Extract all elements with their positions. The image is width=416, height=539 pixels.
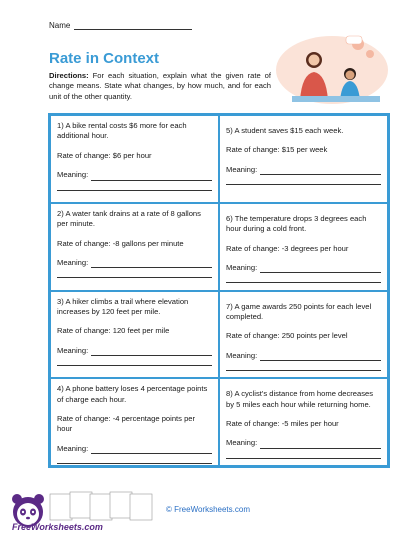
meaning-label: Meaning: xyxy=(57,443,89,453)
meaning-row xyxy=(226,165,381,175)
meaning-line[interactable] xyxy=(260,166,381,175)
problem-rate: Rate of change: -3 degrees per hour xyxy=(226,243,349,253)
name-line[interactable] xyxy=(74,21,192,30)
meaning-line[interactable] xyxy=(91,347,212,356)
problem-4 xyxy=(50,378,219,466)
directions-label: Directions: xyxy=(49,71,89,80)
page-title: Rate in Context xyxy=(49,50,160,67)
problem-rate: Rate of change: $6 per hour xyxy=(57,150,152,160)
meaning-row xyxy=(57,258,212,268)
problem-rate: Rate of change: 250 points per level xyxy=(226,331,348,341)
meaning-line-2[interactable] xyxy=(226,184,381,185)
meaning-label: Meaning: xyxy=(57,345,89,355)
meaning-row xyxy=(57,170,212,180)
meaning-row xyxy=(226,263,381,273)
meaning-label: Meaning: xyxy=(226,164,258,174)
problem-question: 7) A game awards 250 points for each level completed. xyxy=(226,301,372,321)
footer-link[interactable]: © FreeWorksheets.com xyxy=(166,505,250,514)
meaning-line[interactable] xyxy=(91,259,212,268)
logo-text: FreeWorksheets.com xyxy=(12,522,103,532)
meaning-line[interactable] xyxy=(260,352,381,361)
meaning-row xyxy=(226,438,381,448)
meaning-row xyxy=(57,444,212,454)
meaning-line-2[interactable] xyxy=(226,370,381,371)
meaning-line[interactable] xyxy=(260,440,381,449)
problem-question: 3) A hiker climbs a trail where elevation increases by 120 feet per mile. xyxy=(57,296,189,316)
meaning-label: Meaning: xyxy=(57,170,89,180)
problem-6 xyxy=(219,203,388,291)
meaning-line[interactable] xyxy=(91,445,212,454)
problem-question: 5) A student saves $15 each week. xyxy=(226,126,344,135)
teacher-student-illustration xyxy=(270,30,390,108)
meaning-label: Meaning: xyxy=(226,438,258,448)
problem-question: 2) A water tank drains at a rate of 8 gallons per minute. xyxy=(57,208,201,229)
meaning-row xyxy=(226,351,381,361)
problem-rate: Rate of change: -4 percentage points per hour xyxy=(57,414,196,434)
problem-rate: Rate of change: -8 gallons per minute xyxy=(57,238,184,248)
meaning-line[interactable] xyxy=(91,172,212,181)
problem-3 xyxy=(50,291,219,379)
problem-7 xyxy=(219,291,388,379)
problem-rate: Rate of change: -5 miles per hour xyxy=(226,419,339,429)
problem-rate: Rate of change: $15 per week xyxy=(226,145,328,155)
problem-5 xyxy=(219,115,388,203)
directions-text: For each situation, explain what the given rate of change means. State what changes, by how much, and for each unit of the other quantity. xyxy=(49,71,271,101)
problems-grid xyxy=(48,113,390,468)
problem-2 xyxy=(50,203,219,291)
meaning-row xyxy=(57,346,212,356)
problem-8 xyxy=(219,378,388,466)
meaning-label: Meaning: xyxy=(57,257,89,267)
meaning-label: Meaning: xyxy=(226,262,258,272)
problem-1 xyxy=(50,115,219,203)
meaning-line[interactable] xyxy=(260,264,381,273)
meaning-line-2[interactable] xyxy=(57,365,212,366)
problem-question: 8) A cyclist's distance from home decreases by 5 miles each hour while returning home. xyxy=(226,389,374,409)
problem-question: 6) The temperature drops 3 degrees each hour during a cold front. xyxy=(226,213,367,234)
meaning-label: Meaning: xyxy=(226,350,258,360)
meaning-line-2[interactable] xyxy=(226,458,381,459)
problem-rate: Rate of change: 120 feet per mile xyxy=(57,326,170,336)
name-label: Name xyxy=(49,21,71,30)
meaning-line-2[interactable] xyxy=(57,190,212,191)
meaning-line-2[interactable] xyxy=(57,277,212,278)
problem-question: 4) A phone battery loses 4 percentage points of charge each hour. xyxy=(57,384,208,404)
meaning-line-2[interactable] xyxy=(226,282,381,283)
directions xyxy=(49,71,271,102)
name-row xyxy=(49,21,192,30)
problem-question: 1) A bike rental costs $6 more for each additional hour. xyxy=(57,121,187,141)
meaning-line-2[interactable] xyxy=(57,463,212,464)
